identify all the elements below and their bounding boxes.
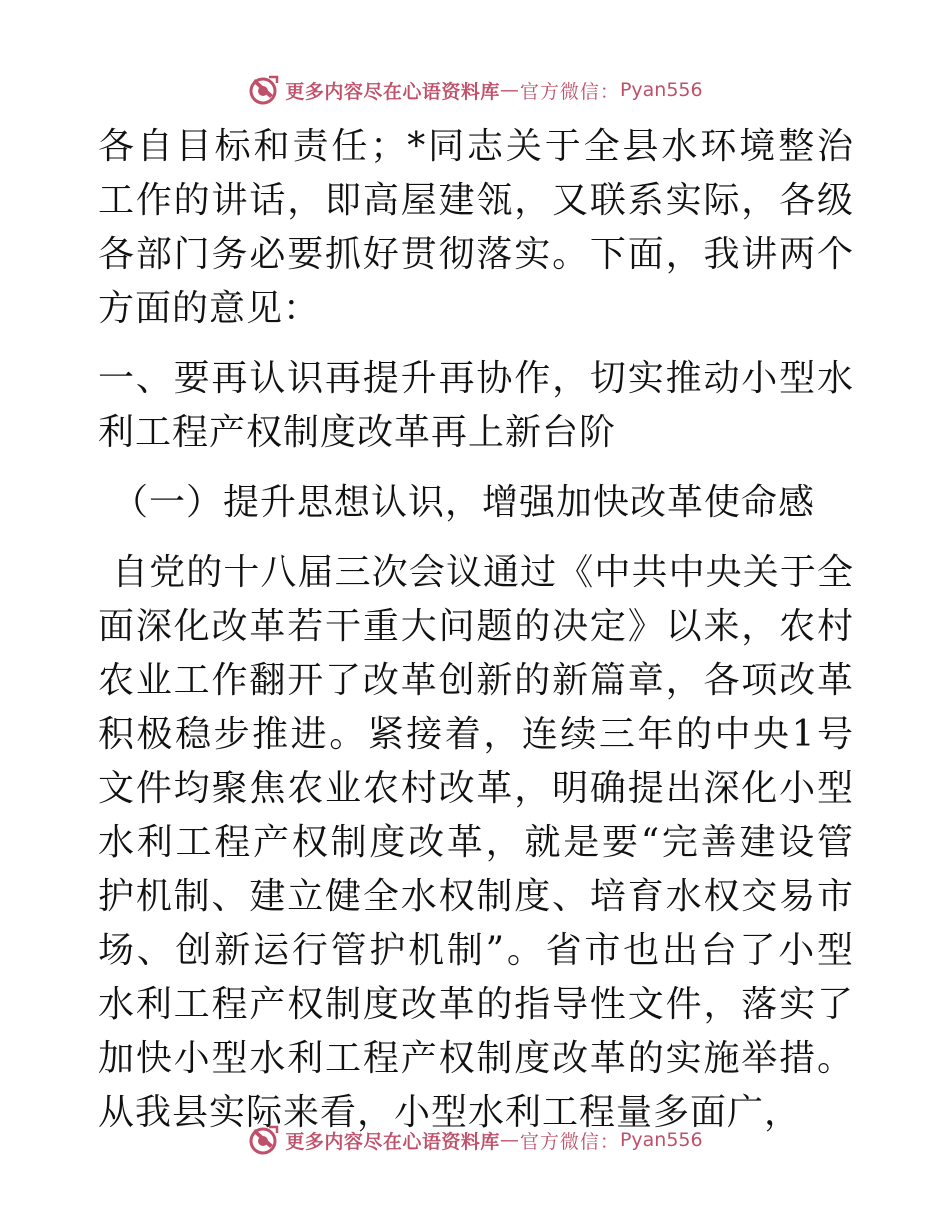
paragraph-2: 自党的十八届三次会议通过《中共中央关于全面深化改革若干重大问题的决定》以来，农村农业工作翻开了改革创新的新篇章，各项改革积极稳步推进。紧接着，连续三年的中央1号文件均聚焦农业农村改革，明确提出深化小型水利工程产权制度改革，就是要“完善建设管护机制、建立健全水权制度、培育水权交易市场、创新运行管护机制”。省市也出台了小型水利工程产权制度改革的指导性文件，落实了加快小型水利工程产权制度改革的实施举措。从我县实际来看，小型水利工程量多面广， [98,552,854,1133]
watermark-wechat-id: Pyan556 [619,1129,703,1151]
document-body [98,120,854,1140]
watermark-site-text: 更多内容尽在心语资料库 [285,1130,500,1153]
logo-icon [247,1123,281,1157]
logo-icon [247,73,281,107]
paragraph-1: 各自目标和责任；*同志关于全县水环境整治工作的讲话，即高屋建瓴，又联系实际，各级各部门务必要抓好贯彻落实。下面，我讲两个方面的意见： [98,126,854,329]
watermark-wechat-label: 官方微信： [519,1130,620,1153]
watermark-wechat-id: Pyan556 [619,79,703,101]
watermark-separator: — [499,79,520,101]
watermark-wechat-label: 官方微信： [519,80,620,103]
watermark-separator: — [499,1129,520,1151]
section-heading: 一、要再认识再提升再协作，切实推动小型水利工程产权制度改革再上新台阶 [98,358,854,453]
watermark-site-text: 更多内容尽在心语资料库 [285,80,500,103]
subsection-heading: （一）提升思想认识，增强加快改革使命感 [112,482,816,523]
footer-watermark [0,1120,950,1160]
header-watermark [0,70,950,110]
